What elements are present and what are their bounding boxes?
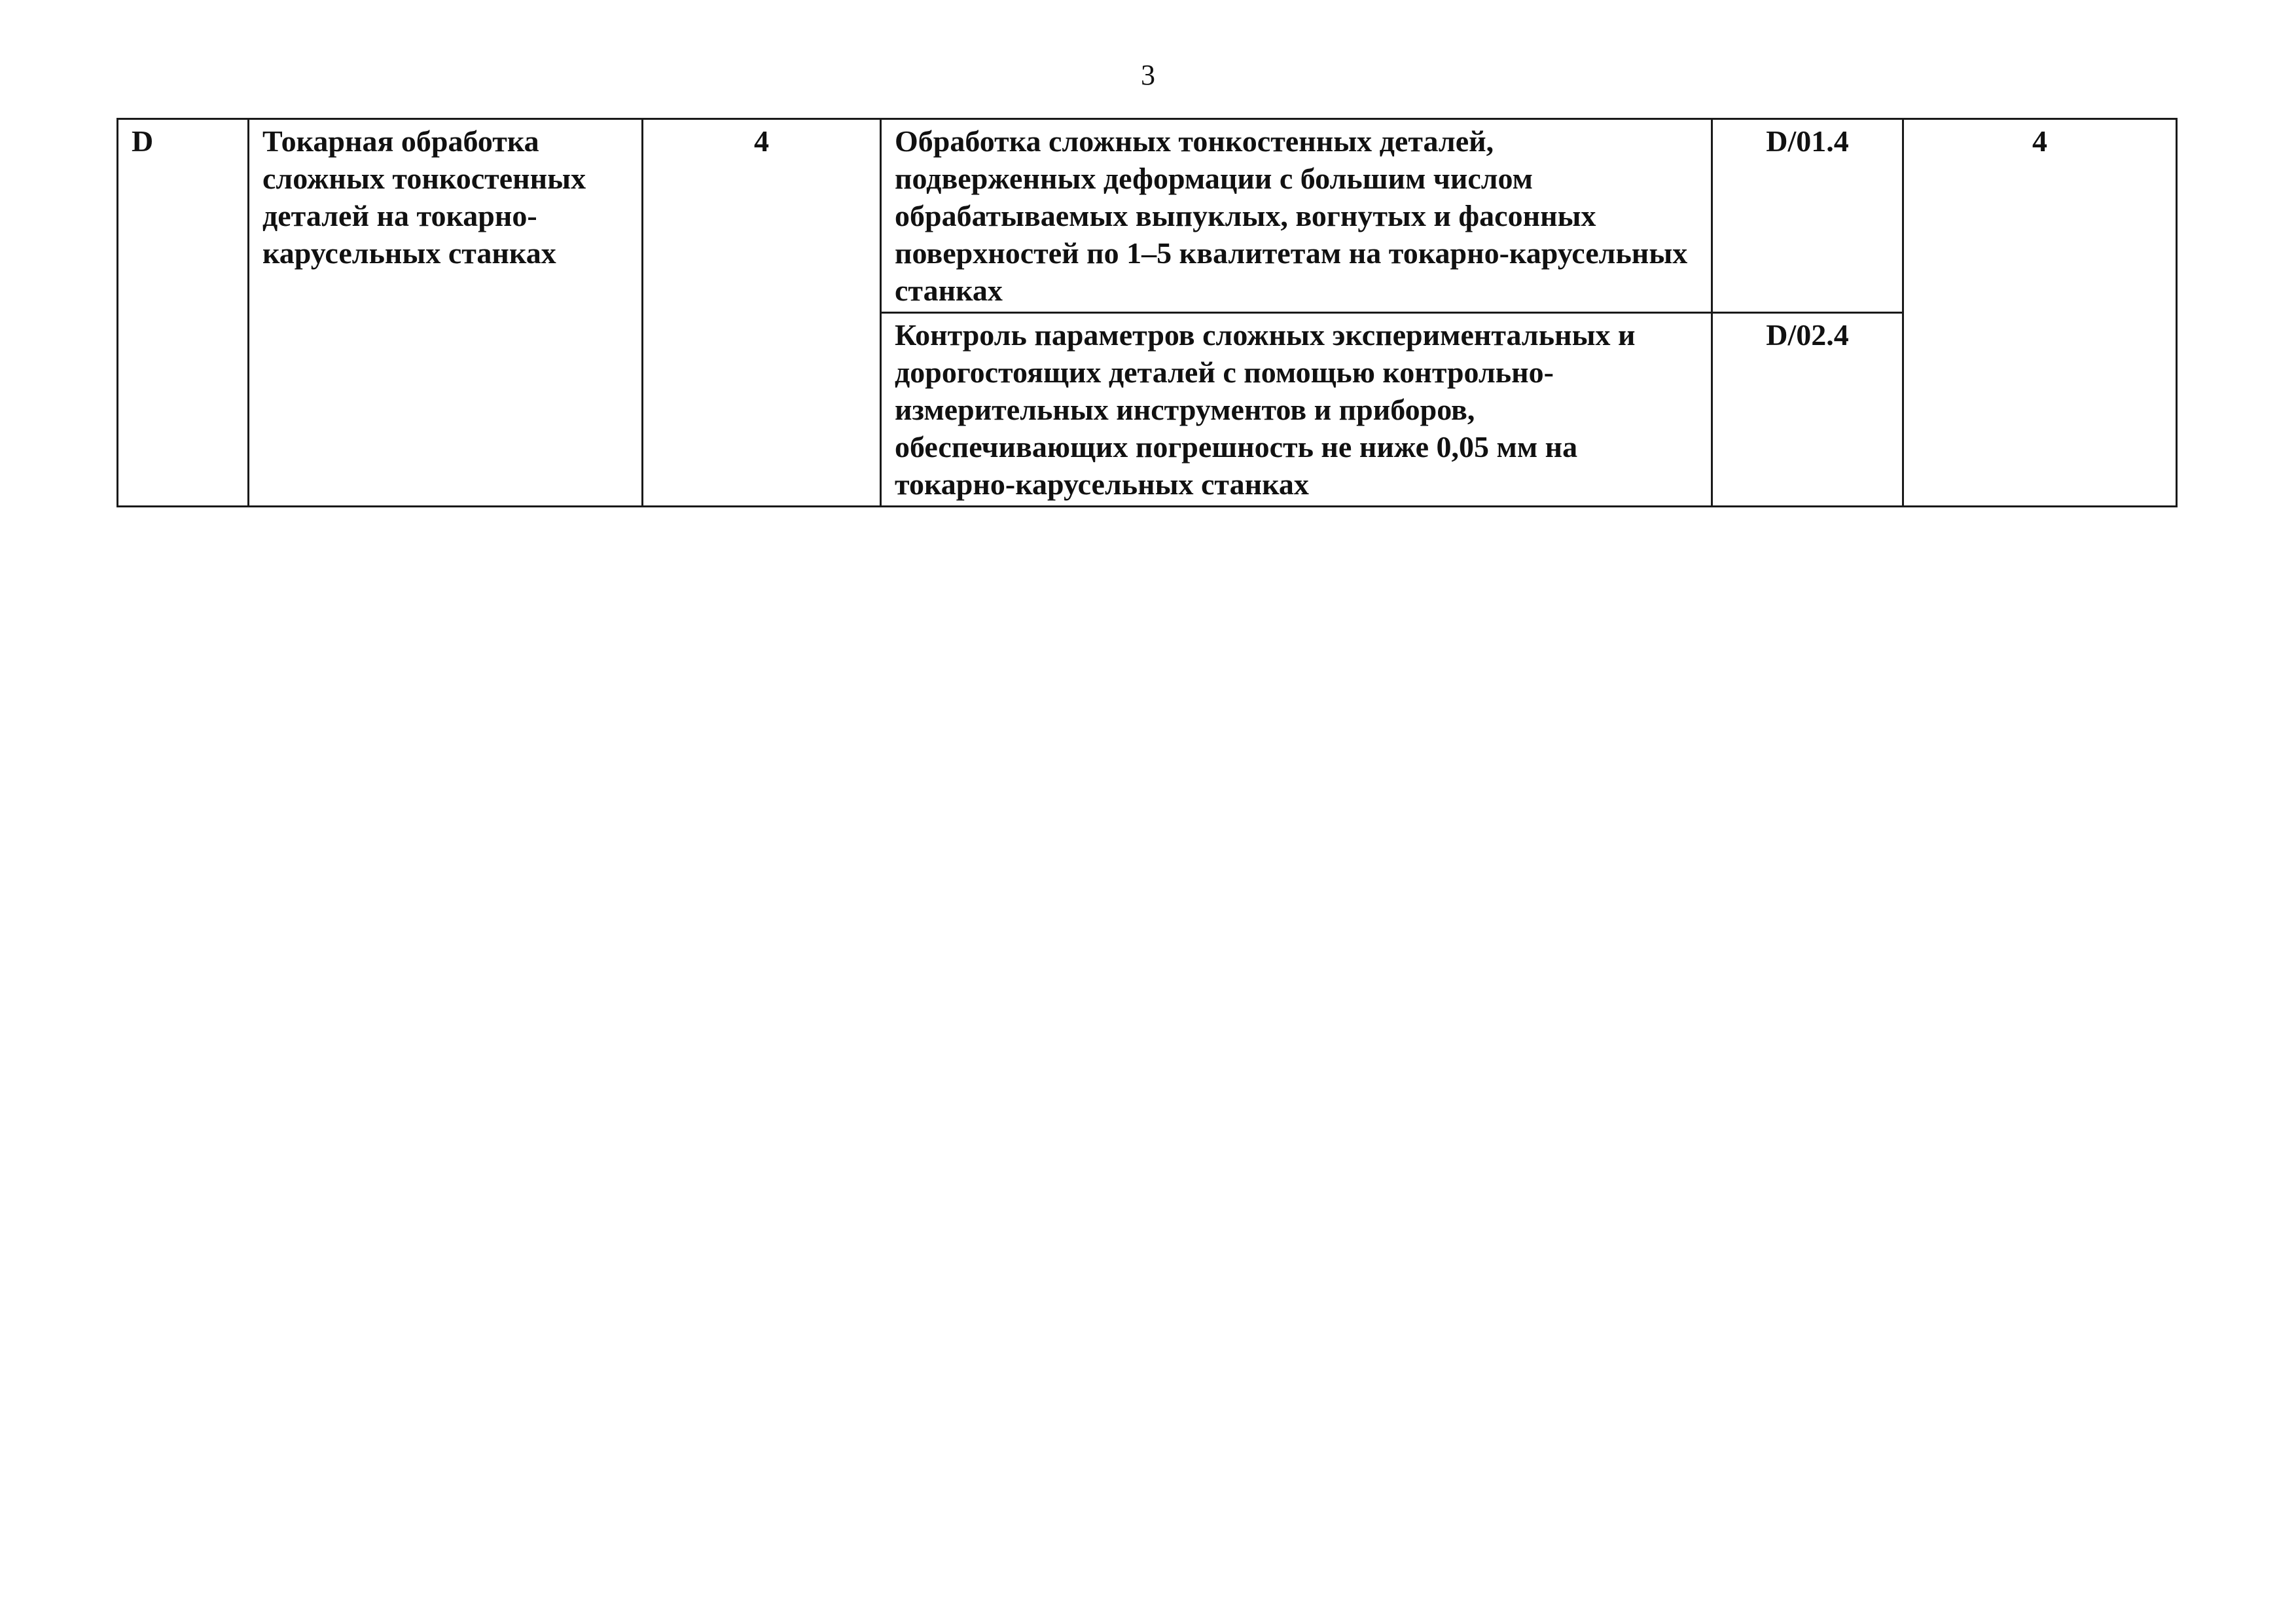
sublevel: 4: [2032, 124, 2047, 158]
page-number: 3: [1141, 59, 1155, 91]
generalized-function-code-cell: [118, 119, 249, 507]
labor-function-code: D/02.4: [1766, 318, 1849, 352]
generalized-function-name: Токарная обработка сложных тонкостенных деталей на токарно-карусельных станках: [262, 124, 586, 270]
table-row: [118, 119, 2177, 313]
generalized-function-name-cell: [249, 119, 643, 507]
functions-table: [117, 118, 2178, 507]
sublevel-cell: [1903, 119, 2177, 507]
labor-function-name-cell: [881, 313, 1712, 507]
labor-function-code-cell: [1712, 313, 1903, 507]
generalized-function-code: D: [132, 124, 154, 158]
qualification-level: 4: [754, 124, 769, 158]
labor-function-name: Контроль параметров сложных экспериментальных и дорогостоящих деталей с помощью контрольно-измерительных инструментов и приборов, обеспечивающих погрешность не ниже 0,05 мм на токарно-карусельных станках: [895, 318, 1636, 501]
labor-function-code-cell: [1712, 119, 1903, 313]
labor-function-code: D/01.4: [1766, 124, 1849, 158]
qualification-level-cell: [643, 119, 881, 507]
labor-function-name-cell: [881, 119, 1712, 313]
labor-function-name: Обработка сложных тонкостенных деталей, подверженных деформации с большим числом обрабатываемых выпуклых, вогнутых и фасонных поверхностей по 1–5 квалитетам на токарно-карусельных станках: [895, 124, 1688, 307]
